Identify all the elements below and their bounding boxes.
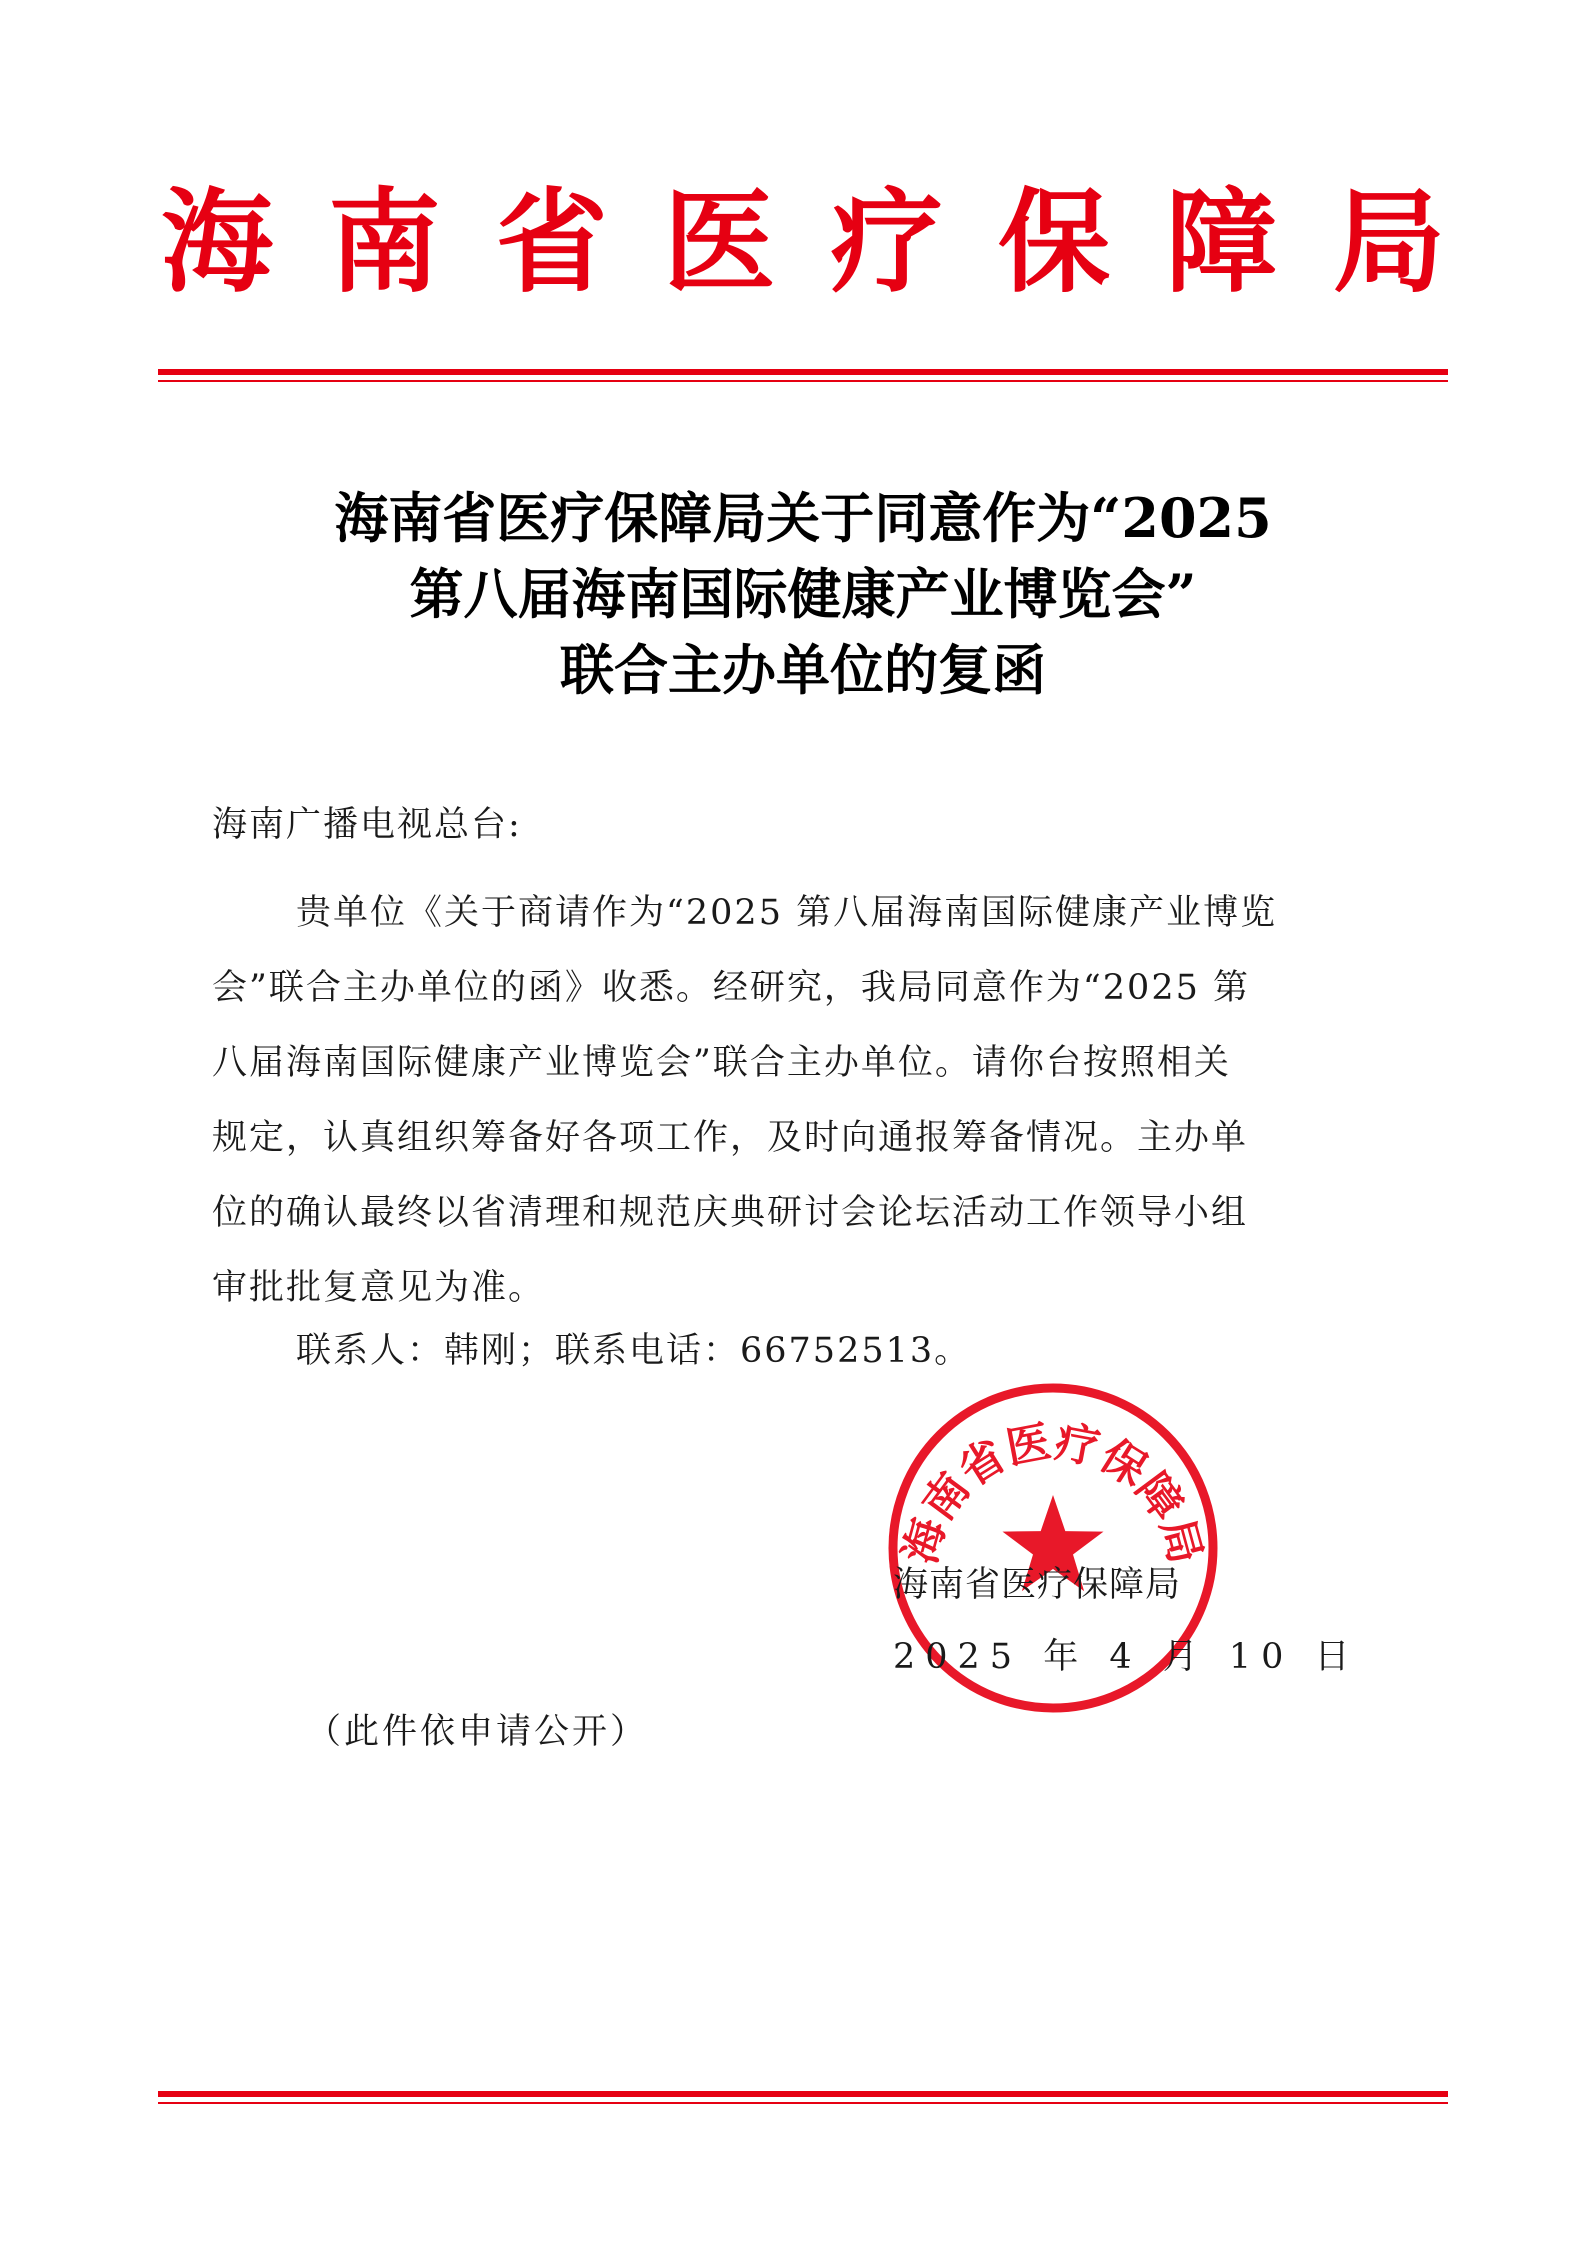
signing-date: 2025 年 4 月 10 日 (893, 1637, 1360, 1677)
body-line: 位的确认最终以省清理和规范庆典研讨会论坛活动工作领导小组 (212, 1193, 1249, 1233)
footer-divider-thick (158, 2091, 1448, 2097)
masthead-char: 医 (663, 177, 776, 308)
body-line: 八届海南国际健康产业博览会”联合主办单位。请你台按照相关 (212, 1043, 1231, 1083)
seal-text: 海南省医疗保障局 (894, 1416, 1212, 1569)
letter-body (212, 876, 1394, 1326)
body-line: 会”联合主办单位的函》收悉。经研究，我局同意作为“2025 第 (212, 968, 1250, 1008)
addressee: 海南广播电视总台: (212, 805, 522, 845)
document-title (158, 480, 1448, 708)
disclosure-note: （此件依申请公开） (306, 1712, 649, 1752)
footer-divider-thin (158, 2102, 1448, 2104)
masthead-char: 障 (1165, 177, 1278, 308)
header-divider-thick (158, 369, 1448, 375)
title-line: 联合主办单位的复函 (560, 638, 1046, 702)
masthead-char: 局 (1332, 177, 1445, 308)
signing-organization: 海南省医疗保障局 (893, 1565, 1182, 1605)
contact-info: 联系人：韩刚；联系电话：66752513。 (296, 1331, 972, 1371)
masthead-org-name (158, 178, 1448, 308)
title-line: 海南省医疗保障局关于同意作为“2025 (334, 486, 1272, 550)
body-line: 审批批复意见为准。 (212, 1268, 546, 1308)
header-divider-thin (158, 380, 1448, 382)
body-line: 贵单位《关于商请作为“2025 第八届海南国际健康产业博览 (296, 893, 1278, 933)
masthead-char: 海 (161, 177, 273, 308)
masthead-char: 疗 (830, 177, 943, 308)
masthead-char: 保 (998, 177, 1111, 308)
masthead-char: 南 (328, 177, 441, 308)
body-line: 规定，认真组织筹备好各项工作，及时向通报筹备情况。主办单 (212, 1118, 1249, 1158)
title-line: 第八届海南国际健康产业博览会” (409, 562, 1197, 626)
masthead-char: 省 (495, 177, 608, 308)
